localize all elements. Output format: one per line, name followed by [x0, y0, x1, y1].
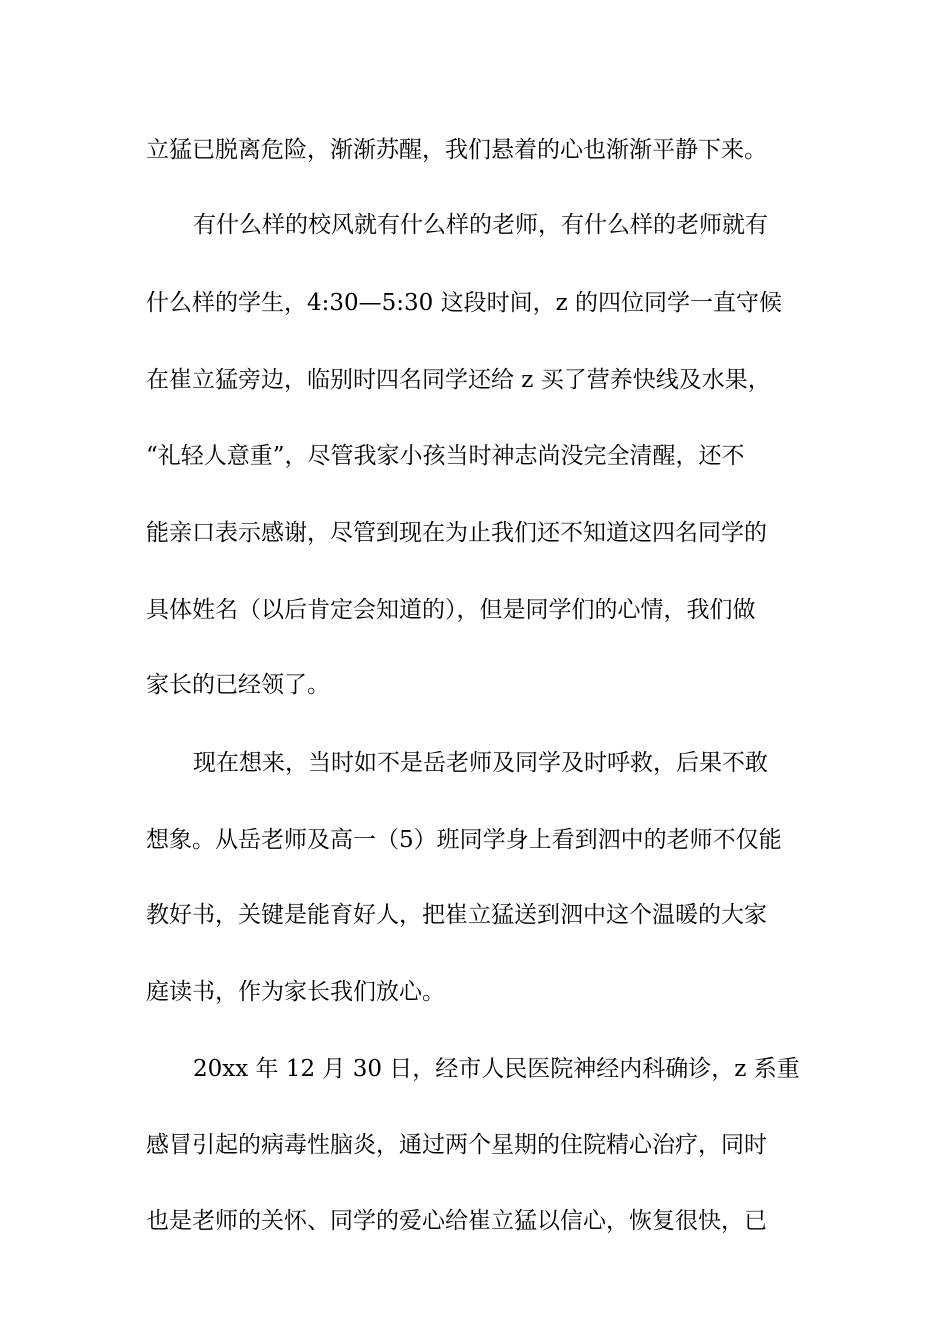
- text-line-11: 教好书，关键是能育好人，把崔立猛送到泗中这个温暖的大家: [146, 902, 767, 928]
- text-line-14: 感冒引起的病毒性脑炎，通过两个星期的住院精心治疗，同时: [146, 1132, 767, 1158]
- text-line-9: 现在想来，当时如不是岳老师及同学及时呼救，后果不敢: [193, 750, 768, 776]
- text-line-2: 有什么样的校风就有什么样的老师，有什么样的老师就有: [193, 212, 768, 238]
- text-line-5: “礼轻人意重”，尽管我家小孩当时神志尚没完全清醒，还不: [146, 443, 745, 469]
- text-line-8: 家长的已经领了。: [146, 672, 330, 698]
- text-line-6: 能亲口表示感谢，尽管到现在为止我们还不知道这四名同学的: [146, 520, 767, 546]
- text-line-3: 什么样的学生，4:30—5:30 这段时间，z 的四位同学一直守候: [146, 290, 783, 316]
- text-line-7: 具体姓名（以后肯定会知道的），但是同学们的心情，我们做: [146, 597, 756, 623]
- text-line-12: 庭读书，作为家长我们放心。: [146, 979, 445, 1005]
- text-line-1: 立猛已脱离危险，渐渐苏醒，我们悬着的心也渐渐平静下来。: [146, 137, 767, 163]
- text-line-13: 20xx 年 12 月 30 日，经市人民医院神经内科确诊，z 系重: [193, 1056, 800, 1082]
- text-line-4: 在崔立猛旁边，临别时四名同学还给 z 买了营养快线及水果，: [146, 367, 771, 393]
- text-line-10: 想象。从岳老师及高一（5）班同学身上看到泗中的老师不仅能: [146, 827, 782, 853]
- text-line-15: 也是老师的关怀、同学的爱心给崔立猛以信心，恢复很快，已: [146, 1208, 767, 1234]
